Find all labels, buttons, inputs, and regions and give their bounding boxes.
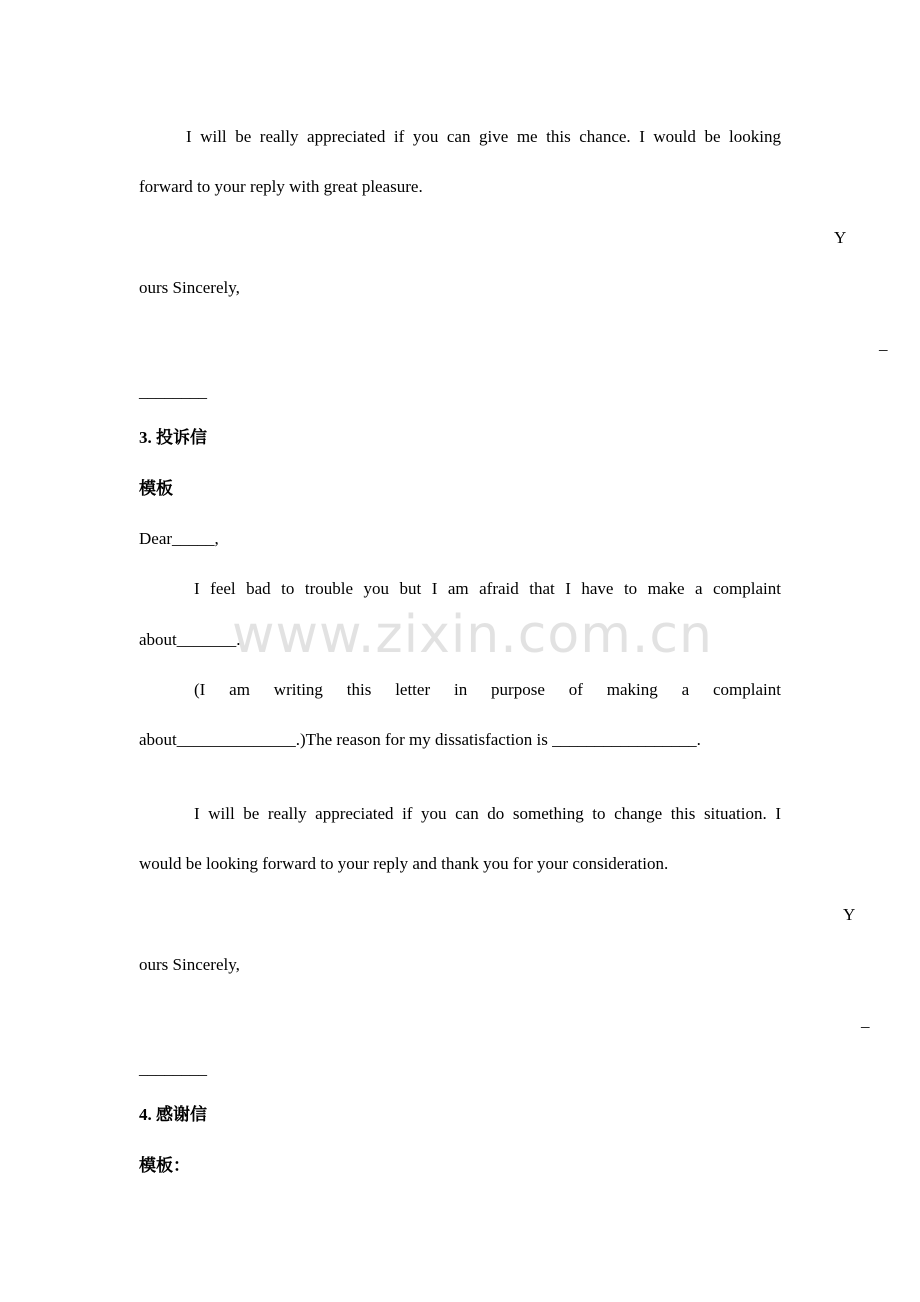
template-label: 模板 bbox=[139, 479, 173, 498]
complaint-signature-line: ________ bbox=[139, 1059, 207, 1078]
complaint-paragraph-2-line-1: (I am writing this letter in purpose of making a complaint bbox=[194, 680, 781, 699]
complaint-paragraph-3-line-2: would be looking forward to your reply and thank you for your consideration. bbox=[139, 854, 669, 873]
watermark-text: www.zixin.com.cn bbox=[232, 605, 713, 665]
template-label-thank-you: 模板： bbox=[139, 1156, 190, 1175]
section-heading-complaint-letter: 3. 投诉信 bbox=[139, 428, 207, 447]
section-heading-thank-you-letter: 4. 感谢信 bbox=[139, 1105, 207, 1124]
complaint-ours-sincerely: ours Sincerely, bbox=[139, 955, 240, 974]
closing-dash: _ bbox=[879, 334, 888, 353]
closing-ours-sincerely: ours Sincerely, bbox=[139, 278, 240, 297]
complaint-paragraph-2-line-2: about______________.)The reason for my dissatisfaction is _________________. bbox=[139, 730, 701, 749]
complaint-closing-dash: _ bbox=[861, 1011, 870, 1030]
letter-greeting: Dear_____, bbox=[139, 529, 219, 548]
complaint-closing-y-letter: Y bbox=[843, 905, 856, 924]
complaint-paragraph-1-line-2: about_______. bbox=[139, 630, 241, 649]
complaint-paragraph-1-line-1: I feel bad to trouble you but I am afraid that I have to make a complaint bbox=[194, 579, 781, 598]
complaint-paragraph-3-line-1: I will be really appreciated if you can do something to change this situation. I bbox=[194, 804, 781, 823]
closing-y-letter: Y bbox=[834, 228, 847, 247]
signature-line: ________ bbox=[139, 382, 207, 401]
closing-paragraph-line-2: forward to your reply with great pleasure. bbox=[139, 177, 423, 196]
closing-paragraph-line-1: I will be really appreciated if you can give me this chance. I would be looking bbox=[186, 127, 781, 146]
